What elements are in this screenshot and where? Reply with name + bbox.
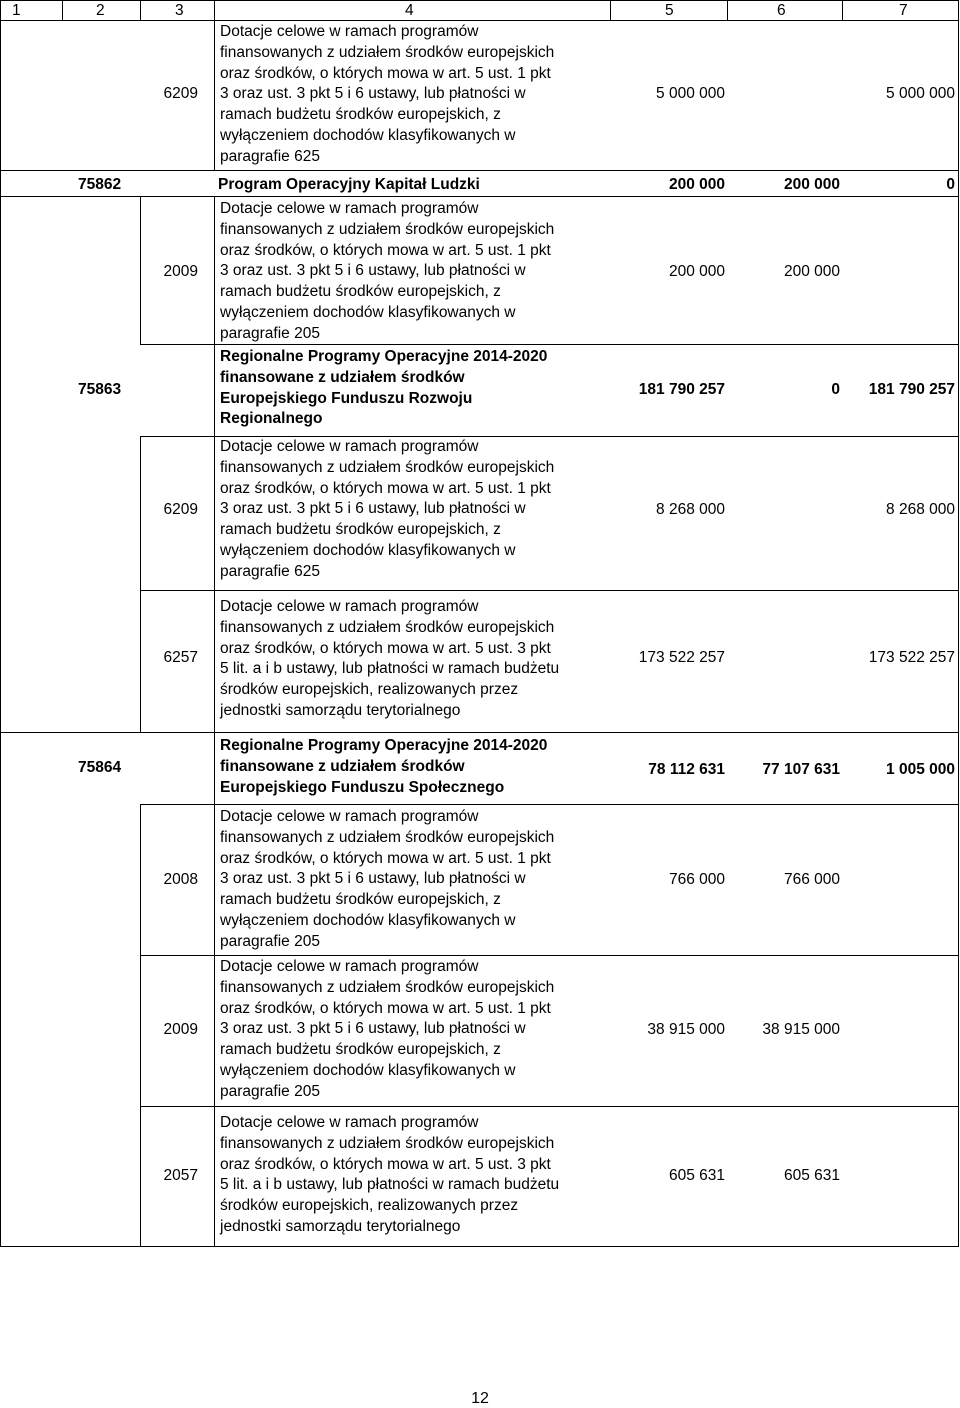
description-text: Dotacje celowe w ramach programów finansowanych z udziałem środków europejskich oraz środków, o których mowa w art. 5 ust. 1 pkt 3 oraz ust. 3 pkt 5 i 6 ustawy, lub płatności w ramach budżetu środków europejskich, z wyłączeniem dochodów klasyfikowanych w paragrafie 625 (220, 438, 555, 580)
header-sep (214, 0, 215, 21)
header-sep (610, 0, 611, 21)
description-text: Dotacje celowe w ramach programów finansowanych z udziałem środków europejskich oraz środków, o których mowa w art. 5 ust. 1 pkt 3 oraz ust. 3 pkt 5 i 6 ustawy, lub płatności w ramach budżetu środków europejskich, z wyłączeniem dochodów klasyfikowanych w paragrafie 205 (220, 958, 555, 1100)
description-text: Dotacje celowe w ramach programów finansowanych z udziałem środków europejskich oraz środków, o których mowa w art. 5 ust. 1 pkt 3 oraz ust. 3 pkt 5 i 6 ustawy, lub płatności w ramach budżetu środków europejskich, z wyłączeniem dochodów klasyfikowanych w paragrafie 625 (220, 23, 555, 165)
description-text: Dotacje celowe w ramach programów finansowanych z udziałem środków europejskich oraz środków, o których mowa w art. 5 ust. 1 pkt 3 oraz ust. 3 pkt 5 i 6 ustawy, lub płatności w ramach budżetu środków europejskich, z wyłączeniem dochodów klasyfikowanych w paragrafie 205 (220, 808, 555, 950)
paragraf-code: 2009 (163, 263, 198, 280)
paragraf-code: 6257 (163, 649, 198, 666)
value-col5: 78 112 631 (648, 761, 725, 778)
paragraf-code: 2008 (163, 871, 198, 888)
section-title: Regionalne Programy Operacyjne 2014-2020 finansowane z udziałem środków Europejskiego Funduszu Rozwoju Regionalnego (220, 348, 548, 428)
col4-line (214, 196, 215, 1247)
value-col6: 38 915 000 (762, 1021, 840, 1038)
value-col6: 766 000 (783, 871, 840, 888)
value-col7: 5 000 000 (886, 85, 955, 102)
page-number: 12 (471, 1390, 489, 1407)
header-col-1: 1 (12, 2, 21, 19)
row-sep (140, 1106, 959, 1107)
value-col7: 1 005 000 (886, 761, 955, 778)
value-col5: 605 631 (668, 1167, 725, 1184)
header-sep (140, 0, 141, 21)
description-text: Dotacje celowe w ramach programów finansowanych z udziałem środków europejskich oraz środków, o których mowa w art. 5 ust. 3 pkt 5 lit. a i b ustawy, lub płatności w ramach budżetu środków europejskich, realizowanych przez jednostki samorządu terytorialnego (220, 1114, 560, 1235)
value-col6: 77 107 631 (762, 761, 840, 778)
value-col5: 200 000 (668, 263, 725, 280)
value-col7: 181 790 257 (868, 381, 955, 398)
row-sep (0, 170, 959, 171)
value-col7: 8 268 000 (886, 501, 955, 518)
col3-line (140, 436, 141, 732)
row-sep (140, 955, 959, 956)
paragraf-code: 2009 (163, 1021, 198, 1038)
description-text: Dotacje celowe w ramach programów finansowanych z udziałem środków europejskich oraz środków, o których mowa w art. 5 ust. 3 pkt 5 lit. a i b ustawy, lub płatności w ramach budżetu środków europejskich, realizowanych przez jednostki samorządu terytorialnego (220, 598, 560, 719)
row-sep (140, 590, 959, 591)
header-sep (842, 0, 843, 21)
table-border-left (0, 0, 1, 1247)
value-col6: 200 000 (783, 263, 840, 280)
header-col-2: 2 (96, 2, 105, 19)
value-col5: 200 000 (668, 176, 725, 193)
paragraf-code: 6209 (163, 501, 198, 518)
value-col6: 0 (831, 381, 840, 398)
row-sep (0, 732, 959, 733)
header-col-6: 6 (777, 2, 786, 19)
value-col5: 173 522 257 (638, 649, 725, 666)
header-col-4: 4 (405, 2, 414, 19)
value-col5: 5 000 000 (656, 85, 725, 102)
header-col-3: 3 (175, 2, 184, 19)
header-col-7: 7 (899, 2, 908, 19)
header-col-5: 5 (665, 2, 674, 19)
value-col6: 605 631 (783, 1167, 840, 1184)
row-sep (0, 196, 959, 197)
rozdzial-code: 75864 (78, 759, 122, 776)
value-col5: 8 268 000 (656, 501, 725, 518)
section-title: Regionalne Programy Operacyjne 2014-2020 finansowane z udziałem środków Europejskiego Funduszu Społecznego (220, 737, 548, 796)
value-col5: 181 790 257 (638, 381, 725, 398)
description-text: Dotacje celowe w ramach programów finansowanych z udziałem środków europejskich oraz środków, o których mowa w art. 5 ust. 1 pkt 3 oraz ust. 3 pkt 5 i 6 ustawy, lub płatności w ramach budżetu środków europejskich, z wyłączeniem dochodów klasyfikowanych w paragrafie 205 (220, 200, 555, 342)
value-col5: 38 915 000 (647, 1021, 725, 1038)
table-border-top (0, 0, 959, 1)
rozdzial-code: 75862 (78, 176, 122, 193)
value-col7: 0 (946, 176, 955, 193)
paragraf-code: 6209 (163, 85, 198, 102)
table-border-right (958, 0, 959, 1247)
header-divider (0, 20, 959, 21)
row-sep (140, 804, 959, 805)
rozdzial-code: 75863 (78, 381, 122, 398)
section-title: Program Operacyjny Kapitał Ludzki (218, 176, 480, 193)
paragraf-code: 2057 (163, 1167, 198, 1184)
header-sep (727, 0, 728, 21)
value-col7: 173 522 257 (868, 649, 955, 666)
row-sep (0, 1246, 959, 1247)
col4-line (214, 20, 215, 170)
value-col6: 200 000 (783, 176, 840, 193)
value-col5: 766 000 (668, 871, 725, 888)
header-sep (62, 0, 63, 21)
